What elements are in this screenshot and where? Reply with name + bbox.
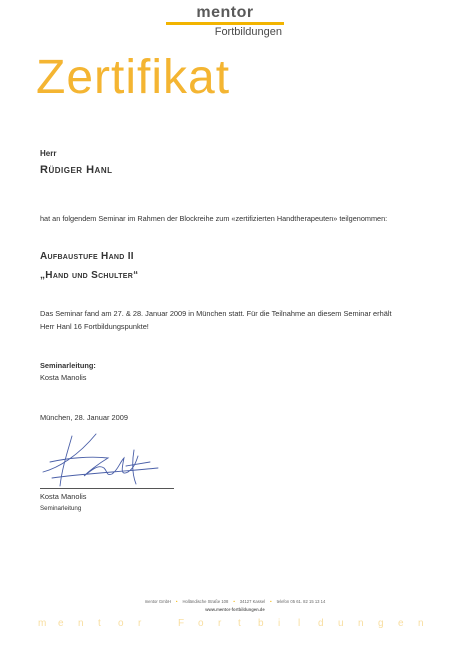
- course-subtitle: „Hand und Schulter“: [40, 270, 139, 281]
- body-line-1: Das Seminar fand am 27. & 28. Januar 2009 in München statt. Für die Teilnahme an diesem Seminar erhält: [40, 309, 392, 318]
- signer-name: Kosta Manolis: [40, 492, 87, 501]
- footer-phone: telefon 05 61. 82 15 13 14: [276, 599, 326, 604]
- certificate-title: Zertifikat: [36, 51, 231, 104]
- footer-letter: l: [298, 618, 301, 629]
- footer-letter: r: [138, 618, 142, 629]
- signer-role: Seminarleitung: [40, 505, 82, 512]
- place-and-date: München, 28. Januar 2009: [40, 413, 128, 422]
- footer-letter: d: [318, 618, 324, 629]
- footer-letter: n: [358, 618, 364, 629]
- footer-letter: n: [418, 618, 424, 629]
- signature-line: [40, 488, 174, 489]
- logo-underline: [166, 22, 284, 25]
- recipient-name: Rüdiger Hanl: [40, 164, 113, 176]
- footer-company: mentor GmbH: [144, 599, 171, 604]
- footer-letter: t: [238, 618, 241, 629]
- seminar-lead-name: Kosta Manolis: [40, 373, 87, 382]
- footer-letter: e: [58, 618, 64, 629]
- footer-letter: o: [198, 618, 204, 629]
- footer-address: mentor GmbH • Holländische Straße 108 • 34127 Kassel • telefon 05 61. 82 15 13 14: [144, 599, 326, 604]
- footer-letter: g: [378, 618, 384, 629]
- footer-letter: F: [178, 618, 185, 629]
- footer-letter: b: [258, 618, 264, 629]
- footer-letter: t: [98, 618, 101, 629]
- footer-letter: m: [38, 618, 47, 629]
- footer-letter: e: [398, 618, 404, 629]
- logo-subtitle: Fortbildungen: [214, 26, 282, 38]
- course-name: Aufbaustufe Hand II: [40, 251, 134, 262]
- mentor-logo: [160, 4, 290, 39]
- footer-street: Holländische Straße 108: [182, 599, 229, 604]
- footer-letter: i: [278, 618, 281, 629]
- intro-text: hat an folgendem Seminar im Rahmen der Blockreihe zum «zertifizierten Handtherapeuten» teilgenommen:: [40, 214, 388, 223]
- logo-wordmark: mentor: [196, 4, 254, 21]
- footer-website: www.mentor-fortbildungen.de: [205, 607, 265, 612]
- certificate-body: [40, 307, 435, 333]
- recipient-salutation: Herr: [40, 149, 57, 158]
- body-line-2: Herr Hanl 16 Fortbildungspunkte!: [40, 322, 149, 331]
- footer-letter: o: [118, 618, 124, 629]
- footer-letter: u: [338, 618, 344, 629]
- handwritten-signature: [38, 428, 178, 488]
- footer-letter: r: [218, 618, 222, 629]
- seminar-lead-label: Seminarleitung:: [40, 361, 96, 370]
- footer-city: 34127 Kassel: [239, 599, 266, 604]
- footer-letter: n: [78, 618, 84, 629]
